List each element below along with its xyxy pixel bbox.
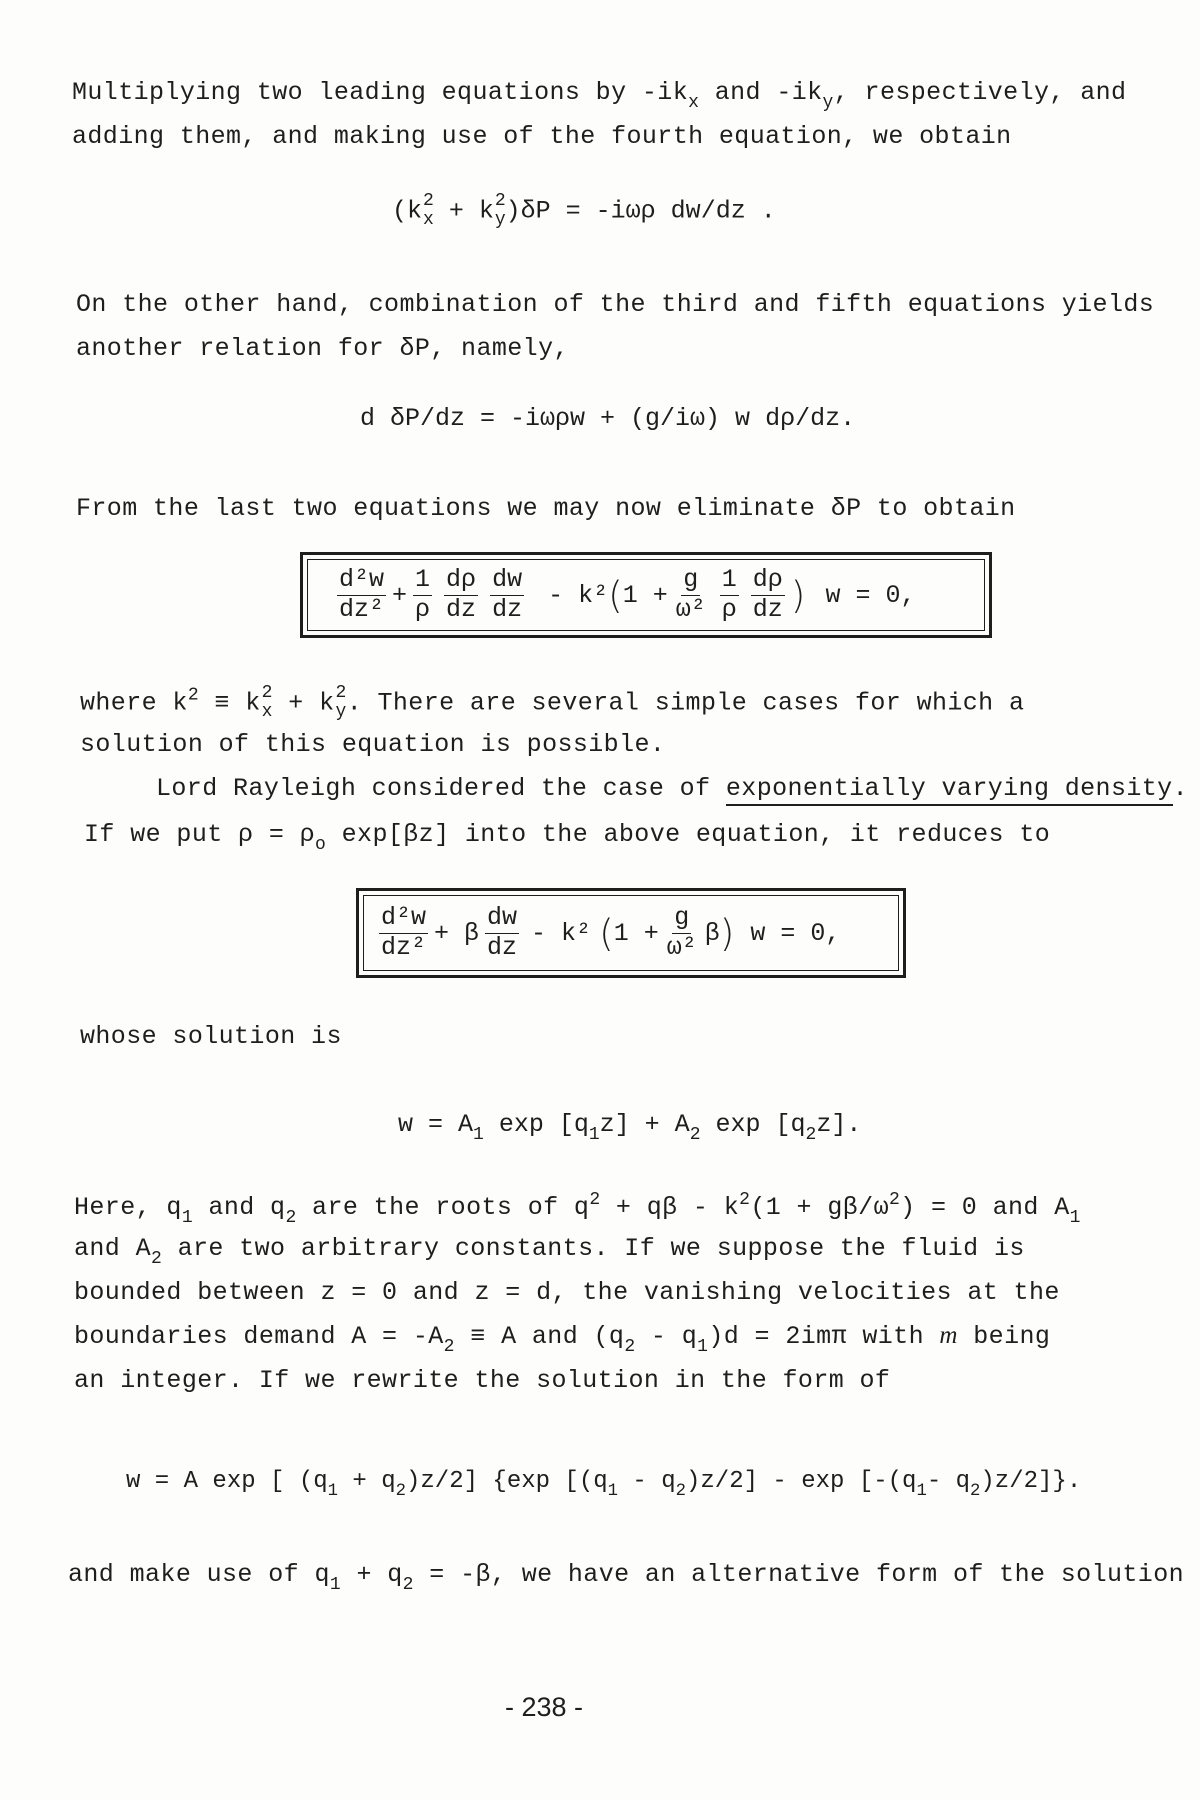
text-line: another relation for δP, namely, (76, 334, 569, 363)
text-line: Lord Rayleigh considered the case of exponentially varying density. (156, 774, 1188, 803)
text-line: On the other hand, combination of the third and fifth equations yields (76, 290, 1155, 319)
equation-6: w = A exp [ $(q_1 + q_2)z/2$] {exp $[(q_1 - q_2)z/2]$ - $\exp [-(q_1-$ $q_2)z/2$]}. (126, 1468, 1082, 1501)
text-line: and $A_2$ are two arbitrary constants. If we suppose the fluid is (74, 1234, 1025, 1270)
text-line: an integer. If we rewrite the solution in the form of (74, 1366, 891, 1395)
equation-2: d δP/dz = -iωρw + (g/iω) w dρ/dz. (360, 404, 856, 433)
boxed-equation-4: $\frac{\text{d²w}}{\text{dz²}}$ + β $\frac{dw}{dz}$ - k² ( 1 + $\frac{g}{\text{ω²}}$ β ) w = 0, (356, 888, 906, 978)
text-line: If we put $\rho = \rho_o$ exp[βz] into the above equation, it reduces to (84, 820, 1051, 856)
text-line: solution of this equation is possible. (80, 730, 666, 759)
text-line: where $k^2 \equiv k$ 2 x + k 2 y . There are several simple cases for which a (80, 683, 1025, 722)
text-line: boundaries demand $A = -A_2 \equiv A$ and $(q_2 - q_1)d = 2im\pi$ with m being (74, 1322, 1051, 1358)
equation-1: (k 2 x + k 2 y )δP = -iωρ dw/dz . (392, 191, 776, 230)
underlined-phrase: exponentially varying density (726, 774, 1173, 806)
text-line: Here, $q_1$ and $q_2$ are the roots of $q^2 + q\beta - k^2(1 + g\beta/\omega^2) = 0$ and $A_1$ (74, 1190, 1081, 1228)
text-line: and make use of $q_1 + q_2 = -\beta$, we have an alternative form of the solution (68, 1560, 1184, 1596)
text-line: whose solution is (80, 1022, 342, 1051)
equation-5: $w = A_1$ $\exp [q_1z] + A_2$ $\exp [q_2z]$. (398, 1110, 862, 1146)
text-line: adding them, and making use of the fourth equation, we obtain (72, 122, 1012, 151)
text-line: Multiplying two leading equations by $-ik_x$ and $-ik_y$, respectively, and (72, 78, 1127, 114)
page-number: - 238 - (505, 1692, 584, 1722)
boxed-equation-3: $\frac{\text{d²w}}{\text{dz²}}$ + $\frac{1}{\rho}$ $\frac{d\rho}{dz}$ $\frac{dw}{dz}$ - k² ( 1 + $\frac{g}{\text{ω²}}$ $\frac{1}{\rho}$ $\frac{d\rho}{dz}$ ) w = 0, (300, 552, 992, 638)
text-line: From the last two equations we may now eliminate δP to obtain (76, 494, 1016, 523)
text-line: bounded between z = 0 and z = d, the vanishing velocities at the (74, 1278, 1060, 1307)
